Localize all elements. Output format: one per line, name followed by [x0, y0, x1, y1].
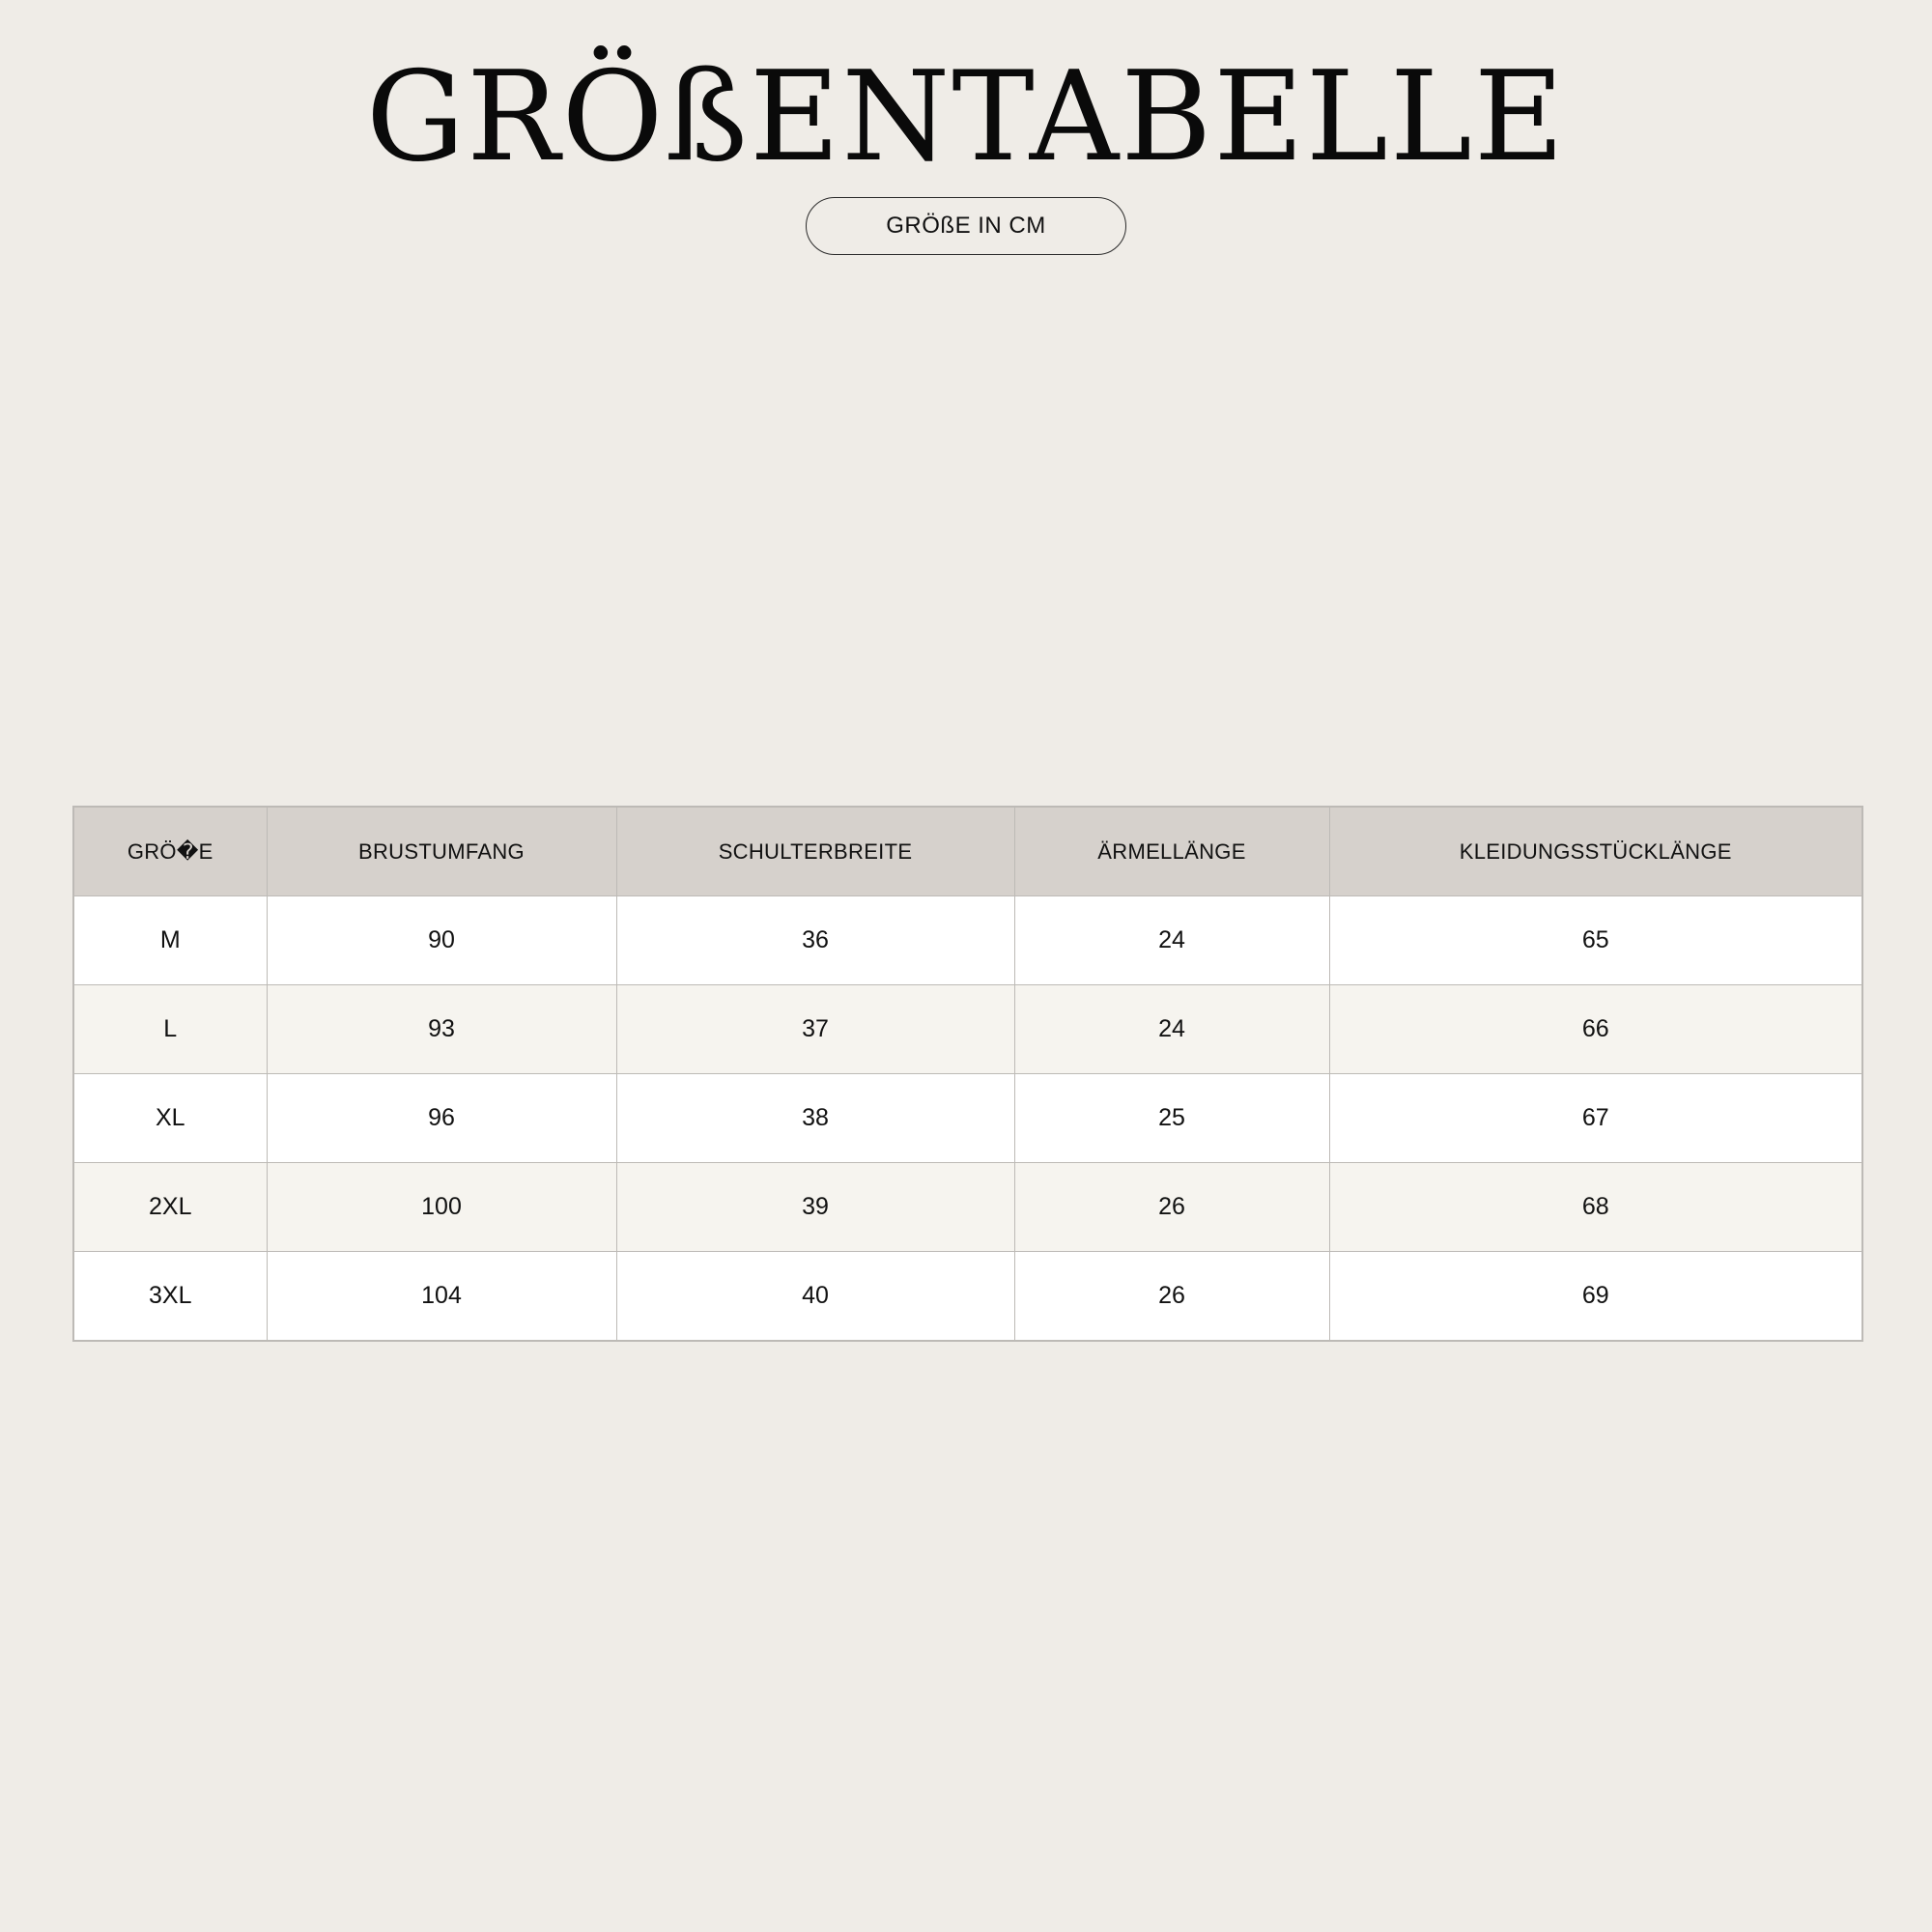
- cell-sleeve: 26: [1014, 1163, 1329, 1252]
- size-table: [72, 806, 1863, 1342]
- header-sleeve: ÄRMELLÄNGE: [1014, 807, 1329, 896]
- table-row: [73, 985, 1862, 1074]
- cell-size: L: [73, 985, 267, 1074]
- cell-size: M: [73, 896, 267, 985]
- page-title: GRÖßENTABELLE: [365, 45, 1567, 189]
- header-shoulder: SCHULTERBREITE: [616, 807, 1014, 896]
- cell-size: XL: [73, 1074, 267, 1163]
- cell-chest: 104: [267, 1252, 616, 1342]
- cell-length: 69: [1329, 1252, 1862, 1342]
- table-row: [73, 896, 1862, 985]
- cell-shoulder: 40: [616, 1252, 1014, 1342]
- cell-shoulder: 37: [616, 985, 1014, 1074]
- cell-chest: 90: [267, 896, 616, 985]
- cell-shoulder: 39: [616, 1163, 1014, 1252]
- cell-sleeve: 24: [1014, 896, 1329, 985]
- cell-size: 2XL: [73, 1163, 267, 1252]
- header-length: KLEIDUNGSSTÜCKLÄNGE: [1329, 807, 1862, 896]
- table-row: [73, 1252, 1862, 1342]
- cell-shoulder: 36: [616, 896, 1014, 985]
- table-header-row: [73, 807, 1862, 896]
- cell-length: 67: [1329, 1074, 1862, 1163]
- cell-length: 65: [1329, 896, 1862, 985]
- table-row: [73, 1163, 1862, 1252]
- cell-sleeve: 26: [1014, 1252, 1329, 1342]
- cell-length: 66: [1329, 985, 1862, 1074]
- cell-size: 3XL: [73, 1252, 267, 1342]
- cell-sleeve: 25: [1014, 1074, 1329, 1163]
- cell-sleeve: 24: [1014, 985, 1329, 1074]
- cell-length: 68: [1329, 1163, 1862, 1252]
- table-row: [73, 1074, 1862, 1163]
- cell-shoulder: 38: [616, 1074, 1014, 1163]
- header-size: GRÖ�E: [73, 807, 267, 896]
- unit-badge: GRÖßE IN CM: [806, 197, 1126, 255]
- cell-chest: 93: [267, 985, 616, 1074]
- header-chest: BRUSTUMFANG: [267, 807, 616, 896]
- cell-chest: 100: [267, 1163, 616, 1252]
- cell-chest: 96: [267, 1074, 616, 1163]
